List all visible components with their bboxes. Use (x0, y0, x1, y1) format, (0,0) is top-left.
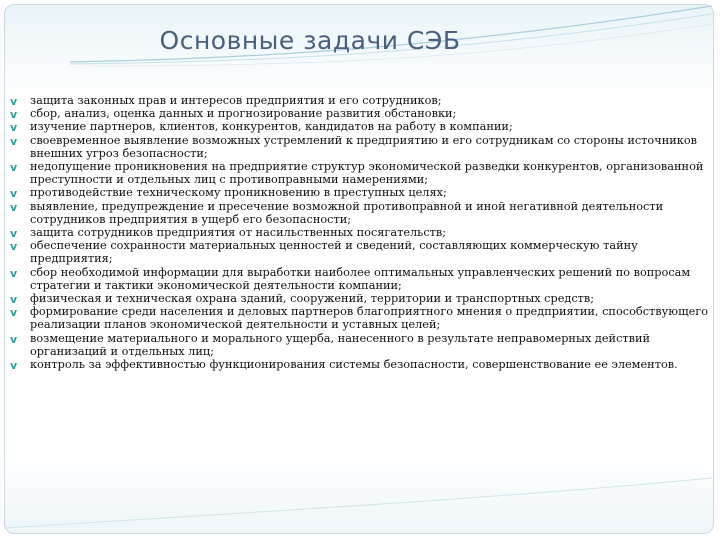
task-item (10, 292, 710, 305)
bullet-icon: v (10, 161, 18, 175)
task-item (10, 305, 710, 331)
slide-title: Основные задачи СЭБ (159, 26, 461, 55)
task-item (10, 186, 710, 199)
bullet-icon: v (10, 227, 18, 241)
task-item-text: сбор необходимой информации для выработки наиболее оптимальных управленческих решений по вопросам стратегии и тактики экономической деятельности компании; (30, 265, 691, 292)
task-item (10, 94, 710, 107)
task-list (10, 94, 710, 371)
task-item (10, 160, 710, 186)
task-item-text: сбор, анализ, оценка данных и прогнозирование развития обстановки; (30, 107, 457, 121)
bullet-icon: v (10, 240, 18, 254)
bullet-icon: v (10, 306, 18, 320)
bullet-icon: v (10, 266, 18, 280)
bullet-icon: v (10, 359, 18, 373)
task-item (10, 134, 710, 160)
bullet-icon: v (10, 293, 18, 307)
task-item (10, 200, 710, 226)
task-item (10, 107, 710, 120)
task-item-text: недопущение проникновения на предприятие структур экономической разведки конкурентов, организованной преступности и отдельных лиц с противоправными намерениями; (30, 160, 704, 187)
bullet-icon: v (10, 200, 18, 214)
task-item (10, 266, 710, 292)
task-item-text: своевременное выявление возможных устремлений к предприятию и его сотрудникам со стороны источников внешних угроз безопасности; (30, 133, 697, 160)
task-item-text: возмещение материального и морального ущерба, нанесенного в результате неправомерных действий организаций и отдельных лиц; (30, 331, 651, 358)
task-item (10, 226, 710, 239)
task-item-text: контроль за эффективностью функционирования системы безопасности, совершенствование ее элементов. (30, 358, 678, 372)
task-item-text: защита законных прав и интересов предприятия и его сотрудников; (30, 94, 442, 107)
task-item-text: обеспечение сохранности материальных ценностей и сведений, составляющих коммерческую тайну предприятия; (30, 239, 638, 266)
bullet-icon: v (10, 95, 18, 108)
bullet-icon: v (10, 108, 18, 122)
bullet-icon: v (10, 121, 18, 135)
bullet-icon: v (10, 134, 18, 148)
task-item (10, 120, 710, 133)
task-item-text: выявление, предупреждение и пресечение возможной противоправной и иной негативной деятельности сотрудников предприятия в ущерб его безопасности; (30, 199, 664, 226)
task-item-text: противодействие техническому проникновению в преступных целях; (30, 186, 447, 200)
task-item-text: физическая и техническая охрана зданий, сооружений, территории и транспортных средств; (30, 292, 595, 306)
task-item (10, 358, 710, 371)
task-item (10, 332, 710, 358)
task-item-text: изучение партнеров, клиентов, конкурентов, кандидатов на работу в компании; (30, 120, 513, 134)
bullet-icon: v (10, 187, 18, 201)
task-item (10, 239, 710, 265)
task-item-text: формирование среди населения и деловых партнеров благоприятного мнения о предприятии, способствующего реализации планов экономической деятельности и уставных целей; (30, 305, 709, 332)
bullet-icon: v (10, 332, 18, 346)
task-item-text: защита сотрудников предприятия от насильственных посягательств; (30, 226, 447, 240)
